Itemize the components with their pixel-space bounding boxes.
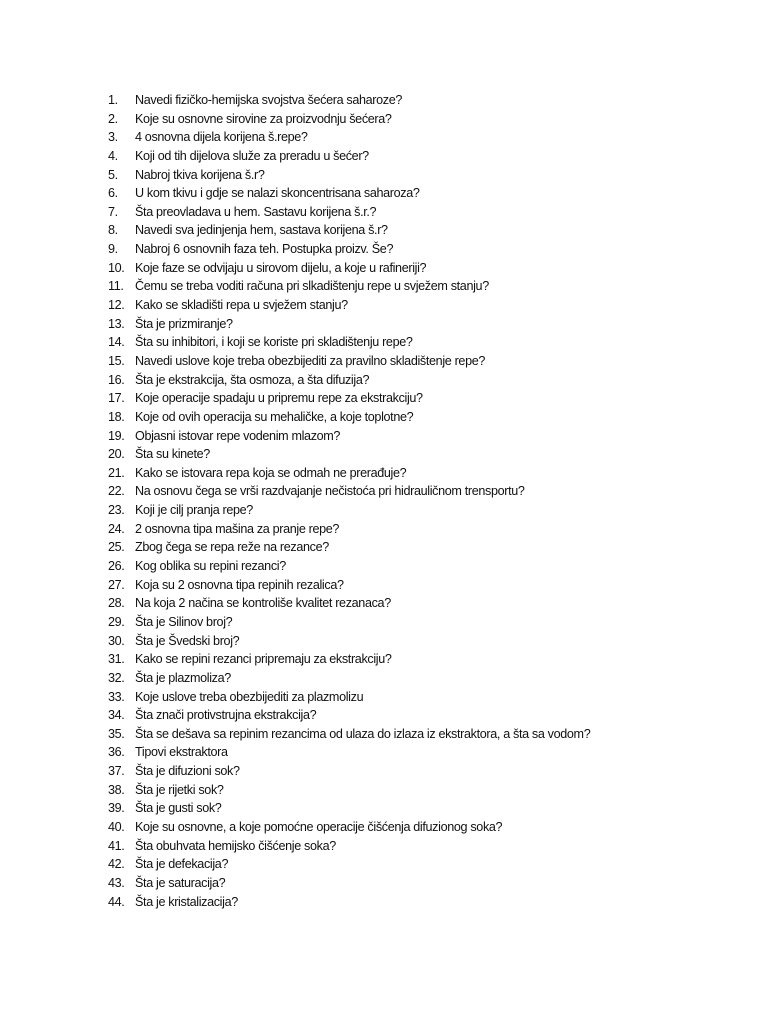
question-text: Objasni istovar repe vodenim mlazom? <box>135 428 341 443</box>
question-text: Koje operacije spadaju u pripremu repe za ekstrakciju? <box>135 391 423 406</box>
question-text: Zbog čega se repa reže na rezance? <box>135 540 329 555</box>
question-text: Koje faze se odvijaju u sirovom dijelu, a koje u rafineriji? <box>135 260 427 275</box>
question-text: Šta je rijetki sok? <box>135 782 224 797</box>
question-item <box>108 427 590 446</box>
question-item <box>108 389 590 408</box>
question-number: 1. <box>108 93 118 107</box>
question-item <box>108 147 590 166</box>
question-text: 2 osnovna tipa mašina za pranje repe? <box>135 521 340 536</box>
question-text: Šta je defekacija? <box>135 857 229 872</box>
question-number: 8. <box>108 223 118 238</box>
question-text: Šta je plazmoliza? <box>135 670 231 685</box>
question-number: 15. <box>108 353 125 368</box>
question-item <box>108 557 590 576</box>
question-item <box>108 184 590 203</box>
question-item <box>108 594 590 613</box>
question-number: 11. <box>108 279 124 294</box>
question-item <box>108 818 590 837</box>
question-text: Šta su kinete? <box>135 447 210 462</box>
question-number: 24. <box>108 521 125 536</box>
question-number: 17. <box>108 391 125 406</box>
question-text: Na koja 2 načina se kontroliše kvalitet rezanaca? <box>135 596 391 611</box>
question-number: 7. <box>108 204 118 219</box>
question-text: Nabroj tkiva korijena š.r? <box>135 167 265 182</box>
question-number: 25. <box>108 540 125 555</box>
question-text: Koje su osnovne sirovine za proizvodnju šećera? <box>135 111 392 126</box>
question-text: Kako se repini rezanci pripremaju za ekstrakciju? <box>135 652 392 667</box>
question-text: Šta se dešava sa repinim rezancima od ulaza do izlaza iz ekstraktora, a šta sa vodom? <box>135 726 591 741</box>
question-number: 34. <box>108 708 125 723</box>
question-text: Navedi fizičko-hemijska svojstva šećera saharoze? <box>135 93 403 107</box>
question-item <box>108 445 590 464</box>
question-number: 5. <box>108 167 118 182</box>
question-item <box>108 203 590 222</box>
question-number: 32. <box>108 670 125 685</box>
question-text: Šta je Silinov broj? <box>135 614 233 629</box>
question-number: 14. <box>108 335 125 350</box>
question-text: Navedi sva jedinjenja hem, sastava korijena š.r? <box>135 223 388 238</box>
question-number: 27. <box>108 577 125 592</box>
question-number: 30. <box>108 633 125 648</box>
question-item <box>108 221 590 240</box>
question-text: Čemu se treba voditi računa pri slkadištenju repe u svježem stanju? <box>135 279 489 294</box>
question-text: Kako se skladišti repa u svježem stanju? <box>135 298 348 313</box>
question-text: Šta je ekstrakcija, šta osmoza, a šta difuzija? <box>135 372 370 387</box>
question-number: 10. <box>108 260 125 275</box>
question-item <box>108 650 590 669</box>
question-number: 4. <box>108 148 118 163</box>
question-list <box>108 91 590 911</box>
question-item <box>108 501 590 520</box>
question-item <box>108 408 590 427</box>
question-item <box>108 333 590 352</box>
question-text: Na osnovu čega se vrši razdvajanje nečistoća pri hidrauličnom trensportu? <box>135 484 525 499</box>
question-text: Koji od tih dijelova služe za preradu u šećer? <box>135 148 369 163</box>
question-number: 12. <box>108 298 125 313</box>
question-text: Šta je difuzioni sok? <box>135 764 240 779</box>
question-item <box>108 799 590 818</box>
question-item <box>108 464 590 483</box>
question-item <box>108 893 590 912</box>
question-text: Koje od ovih operacija su mehaličke, a koje toplotne? <box>135 409 414 424</box>
question-text: Šta je gusti sok? <box>135 801 222 816</box>
question-text: Navedi uslove koje treba obezbijediti za pravilno skladištenje repe? <box>135 353 486 368</box>
question-text: Kako se istovara repa koja se odmah ne prerađuje? <box>135 465 407 480</box>
question-item <box>108 128 590 147</box>
question-text: Koje su osnovne, a koje pomoćne operacije čišćenja difuzionog soka? <box>135 819 503 834</box>
question-item <box>108 688 590 707</box>
question-number: 31. <box>108 652 125 667</box>
question-number: 20. <box>108 447 125 462</box>
question-item <box>108 166 590 185</box>
question-item <box>108 743 590 762</box>
question-text: Nabroj 6 osnovnih faza teh. Postupka proizv. Še? <box>135 242 394 257</box>
question-number: 39. <box>108 801 125 816</box>
question-number: 26. <box>108 559 125 574</box>
question-number: 19. <box>108 428 125 443</box>
question-number: 16. <box>108 372 125 387</box>
question-item <box>108 837 590 856</box>
question-number: 29. <box>108 614 125 629</box>
question-text: Šta preovladava u hem. Sastavu korijena š.r.? <box>135 204 377 219</box>
question-item <box>108 520 590 539</box>
question-number: 41. <box>108 838 125 853</box>
question-item <box>108 315 590 334</box>
question-item <box>108 538 590 557</box>
question-item <box>108 482 590 501</box>
question-number: 2. <box>108 111 118 126</box>
question-text: Kog oblika su repini rezanci? <box>135 559 286 574</box>
question-item <box>108 371 590 390</box>
question-number: 23. <box>108 503 125 518</box>
question-number: 22. <box>108 484 125 499</box>
question-number: 3. <box>108 130 118 145</box>
question-item <box>108 874 590 893</box>
question-item <box>108 613 590 632</box>
question-text: Šta je prizmiranje? <box>135 316 233 331</box>
question-item <box>108 296 590 315</box>
question-number: 44. <box>108 894 125 909</box>
question-item <box>108 259 590 278</box>
question-item <box>108 91 590 110</box>
question-text: Šta je saturacija? <box>135 875 226 890</box>
question-text: Tipovi ekstraktora <box>135 745 228 760</box>
question-number: 33. <box>108 689 125 704</box>
question-item <box>108 352 590 371</box>
question-number: 28. <box>108 596 125 611</box>
question-item <box>108 632 590 651</box>
question-number: 43. <box>108 875 125 890</box>
question-text: 4 osnovna dijela korijena š.repe? <box>135 130 308 145</box>
question-number: 21. <box>108 465 125 480</box>
question-number: 38. <box>108 782 125 797</box>
question-number: 6. <box>108 186 118 201</box>
question-item <box>108 240 590 259</box>
question-item <box>108 277 590 296</box>
question-number: 36. <box>108 745 125 760</box>
question-number: 40. <box>108 819 125 834</box>
question-item <box>108 855 590 874</box>
question-item <box>108 762 590 781</box>
question-number: 9. <box>108 242 118 257</box>
question-text: Šta obuhvata hemijsko čišćenje soka? <box>135 838 336 853</box>
question-item <box>108 576 590 595</box>
question-number: 37. <box>108 764 125 779</box>
question-text: Šta su inhibitori, i koji se koriste pri skladištenju repe? <box>135 335 413 350</box>
question-item <box>108 110 590 129</box>
question-text: Koja su 2 osnovna tipa repinih rezalica? <box>135 577 344 592</box>
question-number: 13. <box>108 316 125 331</box>
question-text: Koje uslove treba obezbijediti za plazmolizu <box>135 689 364 704</box>
question-number: 18. <box>108 409 125 424</box>
question-number: 42. <box>108 857 125 872</box>
question-item <box>108 725 590 744</box>
question-item <box>108 706 590 725</box>
question-text: U kom tkivu i gdje se nalazi skoncentrisana saharoza? <box>135 186 420 201</box>
question-item <box>108 781 590 800</box>
question-number: 35. <box>108 726 125 741</box>
question-text: Šta je kristalizacija? <box>135 894 238 909</box>
question-text: Šta znači protivstrujna ekstrakcija? <box>135 708 317 723</box>
question-text: Šta je Švedski broj? <box>135 633 240 648</box>
question-item <box>108 669 590 688</box>
question-text: Koji je cilj pranja repe? <box>135 503 253 518</box>
